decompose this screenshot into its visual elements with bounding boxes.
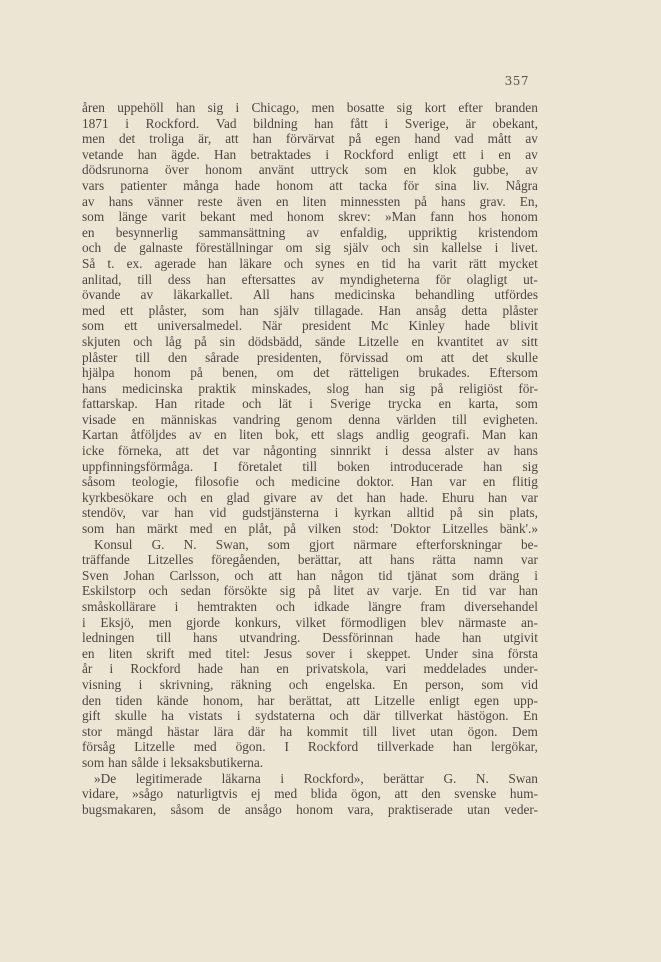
text-line: bugsmakaren, såsom de ansågo honom vara, praktiserade utan veder- (82, 801, 538, 817)
text-line: icke förneka, att det var någonting sinnrikt i dessa alster av hans (82, 443, 538, 459)
text-line: stor mängd hästar lära där ha kommit till livet utan ögon. Dem (82, 723, 538, 739)
text-line: hans medicinska praktik minskades, slog han sig på religiöst för- (82, 380, 538, 396)
text-line: anlitad, till dess han eftersattes av myndigheterna för olagligt ut- (82, 271, 538, 287)
text-line: plåster till den sårade presidenten, förvissad om att det skulle (82, 349, 538, 365)
text-line: såsom teologie, filosofie och medicine doktor. Han var en flitig (82, 474, 538, 490)
text-line: vars patienter många hade honom att tacka för sina liv. Några (82, 177, 538, 193)
text-line: visade en människas vandring genom denna världen till evigheten. (82, 411, 538, 427)
text-line: som han märkt med en plåt, på vilken stod: 'Doktor Litzelles bänk'.» (82, 521, 538, 537)
text-line: åren uppehöll han sig i Chicago, men bosatte sig kort efter branden (82, 100, 538, 115)
text-line: stendöv, var han vid gudstjänsterna i kyrkan alltid på sin plats, (82, 505, 538, 521)
text-line: fattarskap. Han ritade och lät i Sverige trycka en karta, som (82, 396, 538, 412)
text-line: av hans vänner reste även en liten minnessten på hans grav. En, (82, 193, 538, 209)
text-line: som han sålde i leksaksbutikerna. (82, 754, 264, 770)
text-line: den tiden kände honom, har berättat, att Litzelle enligt egen upp- (82, 692, 538, 708)
text-line: Eskilstorp och sedan försökte sig på litet av varje. En tid var han (82, 583, 538, 599)
text-line: »De legitimerade läkarna i Rockford», berättar G. N. Swan (94, 770, 538, 786)
text-line: i Eksjö, men gjorde konkurs, vilket förmodligen blev närmaste an- (82, 614, 538, 630)
text-line: försåg Litzelle med ögon. I Rockford tillverkade han lergökar, (82, 739, 538, 755)
text-line: en besynnerlig sammansättning av enfaldig, uppriktig kristendom (82, 224, 538, 240)
text-line: uppfinningsförmåga. I företalet till boken introducerade han sig (82, 458, 538, 474)
text-line: med ett plåster, som han själv tillagade. Han ansåg detta plåster (82, 302, 538, 318)
text-line: träffande Litzelles föregåenden, berättar, att hans rätta namn var (82, 552, 538, 568)
text-line: gift skulle ha vistats i sydstaterna och där tillverkat hästögon. En (82, 708, 538, 724)
text-line: visning i skrivning, räkning och engelska. En person, som vid (82, 676, 538, 692)
text-line: år i Rockford hade han en privatskola, vari meddelades under- (82, 661, 538, 677)
text-line: småskollärare i hemtrakten och idkade längre fram diversehandel (82, 599, 538, 614)
text-line: Så t. ex. agerade han läkare och synes en tid ha varit rätt mycket (82, 255, 538, 271)
text-line: en liten skrift med titel: Jesus sover i skeppet. Under sina första (82, 645, 538, 661)
text-line: kyrkbesökare och en glad givare av det han hade. Ehuru han var (82, 489, 538, 505)
text-line: hjälpa honom på benen, om det rätteligen brukades. Eftersom (82, 365, 538, 381)
text-line: Konsul G. N. Swan, som gjort närmare efterforskningar be- (94, 536, 538, 552)
text-line: 1871 i Rockford. Vad bildning han fått i Sverige, är obekant, (82, 115, 538, 131)
text-line: vetande han ägde. Han betraktades i Rockford enligt ett i en av (82, 146, 538, 162)
page-number: 357 (504, 74, 529, 88)
text-line: som ett universalmedel. När president Mc Kinley hade blivit (82, 318, 538, 334)
text-line: övande av läkarkallet. All hans medicinska behandling utfördes (82, 287, 538, 303)
text-line: Sven Johan Carlsson, och att han någon tid tjänat som dräng i (82, 567, 538, 583)
body-text (82, 100, 538, 817)
text-line: dödsrunorna över honom använt uttryck som en klok gubbe, av (82, 162, 538, 178)
text-line: vidare, »sågo naturligtvis ej med blida ögon, att den svenske hum- (82, 786, 538, 802)
text-line: som länge varit bekant med honom skrev: »Man fann hos honom (82, 209, 538, 225)
text-line: men det troliga är, att han förvärvat på egen hand vad mått av (82, 131, 538, 147)
text-line: skjuten och låg på sin dödsbädd, sände Litzelle en kvantitet av sitt (82, 333, 538, 349)
text-line: och de galnaste föreställningar om sig själv och sin kallelse i livet. (82, 240, 538, 256)
text-line: Kartan åtföljdes av en liten bok, ett slags andlig geografi. Man kan (82, 427, 538, 443)
text-line: ledningen till hans utvandring. Dessförinnan hade han utgivit (82, 630, 538, 646)
